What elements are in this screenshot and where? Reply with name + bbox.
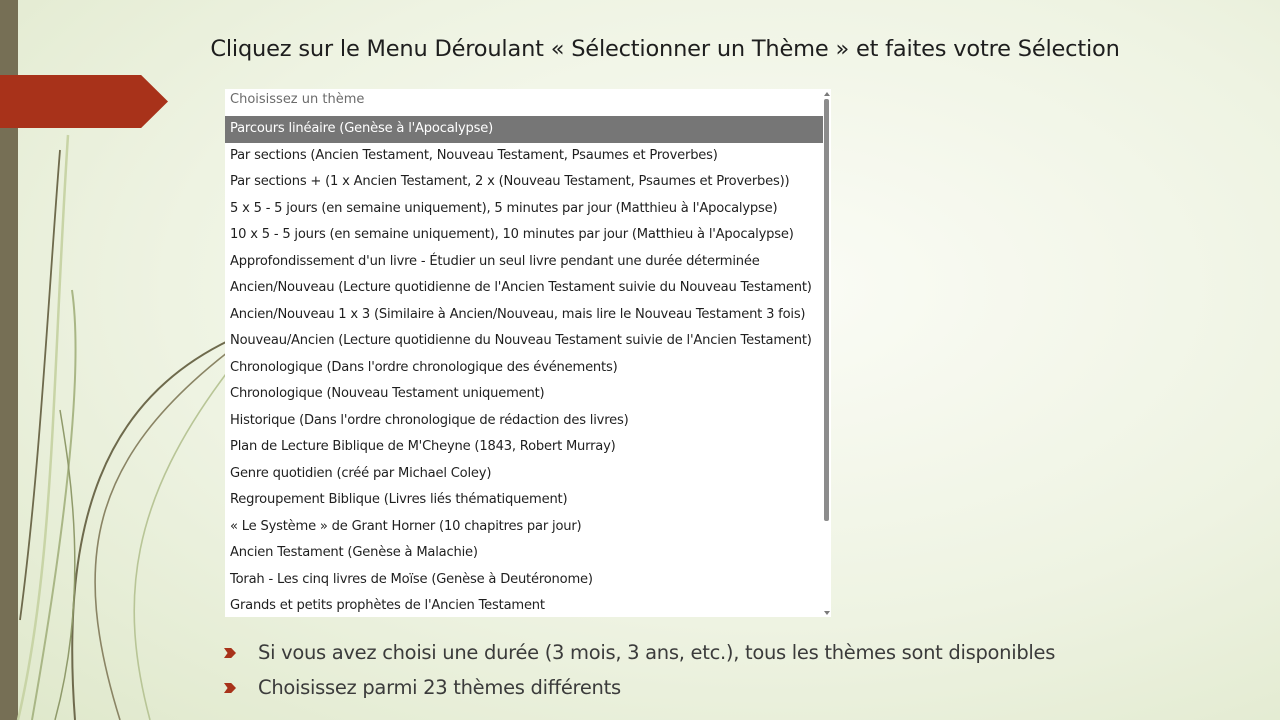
theme-option[interactable]: Plan de Lecture Biblique de M'Cheyne (1843, Robert Murray) <box>230 439 616 454</box>
theme-select-placeholder[interactable]: Choisissez un thème <box>230 92 365 107</box>
theme-option[interactable]: Ancien/Nouveau (Lecture quotidienne de l'Ancien Testament suivie du Nouveau Testament) <box>230 280 812 295</box>
theme-option[interactable]: Approfondissement d'un livre - Étudier un seul livre pendant une durée déterminée <box>230 253 760 269</box>
theme-option[interactable]: Nouveau/Ancien (Lecture quotidienne du Nouveau Testament suivie de l'Ancien Testament) <box>230 333 812 348</box>
title-arrow-shape <box>0 75 168 128</box>
theme-option[interactable]: Parcours linéaire (Genèse à l'Apocalypse) <box>225 116 823 143</box>
theme-select-dropdown[interactable] <box>225 89 831 617</box>
theme-option[interactable]: Ancien Testament (Genèse à Malachie) <box>230 545 478 560</box>
theme-options-list <box>225 116 823 617</box>
theme-option[interactable]: Par sections + (1 x Ancien Testament, 2 x (Nouveau Testament, Psaumes et Proverbes)) <box>230 174 790 189</box>
theme-option[interactable]: 10 x 5 - 5 jours (en semaine uniquement), 10 minutes par jour (Matthieu à l'Apocalypse) <box>230 227 794 242</box>
theme-option[interactable]: Historique (Dans l'ordre chronologique de rédaction des livres) <box>230 412 629 428</box>
theme-option[interactable]: Chronologique (Nouveau Testament uniquement) <box>230 386 545 401</box>
theme-option[interactable]: 5 x 5 - 5 jours (en semaine uniquement), 5 minutes par jour (Matthieu à l'Apocalypse) <box>230 200 778 216</box>
bullet-text: Si vous avez choisi une durée (3 mois, 3 ans, etc.), tous les thèmes sont disponibles <box>258 641 1056 664</box>
theme-option[interactable]: Regroupement Biblique (Livres liés thématiquement) <box>230 492 568 507</box>
scroll-up-arrow-icon[interactable] <box>824 92 830 96</box>
theme-option[interactable]: « Le Système » de Grant Horner (10 chapitres par jour) <box>230 518 582 534</box>
slide-title: Cliquez sur le Menu Déroulant « Sélectionner un Thème » et faites votre Sélection <box>210 36 1120 62</box>
theme-option[interactable]: Chronologique (Dans l'ordre chronologique des événements) <box>230 359 618 375</box>
scroll-down-arrow-icon[interactable] <box>824 611 830 615</box>
theme-option[interactable]: Par sections (Ancien Testament, Nouveau Testament, Psaumes et Proverbes) <box>230 147 718 163</box>
bullet-text: Choisissez parmi 23 thèmes différents <box>258 676 621 699</box>
theme-option[interactable]: Torah - Les cinq livres de Moïse (Genèse à Deutéronome) <box>230 571 593 587</box>
scrollbar-thumb[interactable] <box>824 99 829 521</box>
theme-option[interactable]: Ancien/Nouveau 1 x 3 (Similaire à Ancien/Nouveau, mais lire le Nouveau Testament 3 fois) <box>230 306 806 322</box>
listbox-scrollbar[interactable] <box>823 89 831 617</box>
theme-option[interactable]: Grands et petits prophètes de l'Ancien Testament <box>230 598 545 613</box>
theme-option[interactable]: Genre quotidien (créé par Michael Coley) <box>230 465 492 481</box>
